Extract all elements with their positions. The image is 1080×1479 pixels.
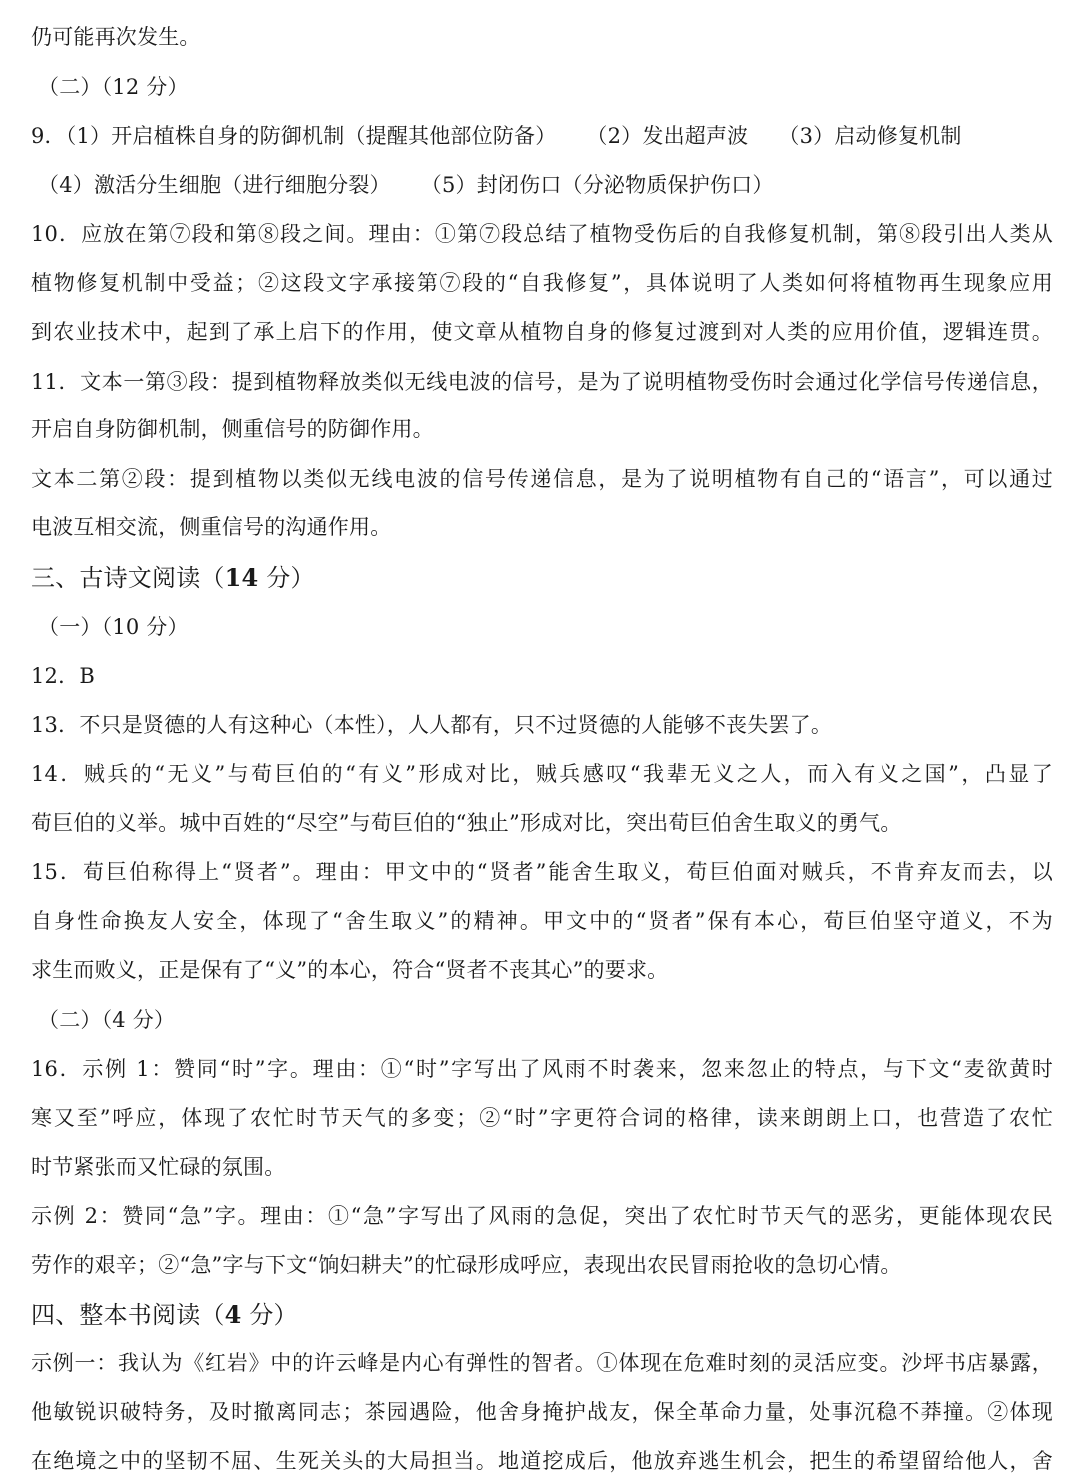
answer-9-line-1: [31, 121, 962, 151]
answer-16-line-3: 时节紧张而又忙碌的氛围。: [31, 1155, 286, 1179]
heading-4-unit: 分）: [241, 1301, 298, 1329]
answer-12: 12．B: [31, 664, 95, 688]
answer-14-line-1: 14．贼兵的“无义”与荀巨伯的“有义”形成对比，贼兵感叹“我辈无义之人，而入有义之国”，凸显了: [31, 762, 1053, 786]
answer-9-part-3: （3）启动修复机制: [778, 124, 962, 148]
section-heading-3: [31, 561, 315, 595]
answer-10-line-3: 到农业技术中，起到了承上启下的作用，使文章从植物自身的修复过渡到对人类的应用价值，逻辑连贯。: [31, 320, 1053, 344]
answer-13: 13．不只是贤德的人有这种心（本性），人人都有，只不过贤德的人能够不丧失罢了。: [31, 713, 833, 737]
answer-9-part-4: （4）激活分生细胞（进行细胞分裂）: [38, 173, 391, 197]
answer-16-line-5: 劳作的艰辛；②“急”字与下文“饷妇耕夫”的忙碌形成呼应，表现出农民冒雨抢收的急切心情。: [31, 1253, 902, 1277]
answer-10-line-2: 植物修复机制中受益；②这段文字承接第⑦段的“自我修复”，具体说明了人类如何将植物再生现象应用: [31, 271, 1053, 295]
book-example-line-1: 示例一：我认为《红岩》中的许云峰是内心有弹性的智者。①体现在危难时刻的灵活应变。沙坪书店暴露，: [31, 1351, 1053, 1375]
answer-9-part-5: （5）封闭伤口（分泌物质保护伤口）: [420, 173, 774, 197]
heading-3-text: 三、古诗文阅读（: [31, 564, 225, 592]
answer-15-line-1: 15．荀巨伯称得上“贤者”。理由：甲文中的“贤者”能舍生取义，荀巨伯面对贼兵，不肯弃友而去，以: [31, 860, 1053, 884]
heading-3-score: 14: [224, 563, 259, 592]
answer-11-line-2: 开启自身防御机制，侧重信号的防御作用。: [31, 417, 434, 441]
answer-9-part-2: （2）发出超声波: [586, 124, 749, 148]
book-example-line-2: 他敏锐识破特务，及时撤离同志；茶园遇险，他舍身掩护战友，保全革命力量，处事沉稳不莽撞。②体现: [31, 1400, 1053, 1424]
answer-16-line-1: 16．示例 1：赞同“时”字。理由：①“时”字写出了风雨不时袭来，忽来忽止的特点，与下文“麦欲黄时: [31, 1057, 1053, 1081]
section-subheading: （二）（4 分）: [38, 1008, 176, 1032]
answer-9-line-2: [38, 170, 774, 200]
heading-4-score: 4: [224, 1300, 242, 1329]
section-heading-4: [31, 1298, 298, 1332]
heading-3-unit: 分）: [258, 564, 315, 592]
answer-11-line-1: 11．文本一第③段：提到植物释放类似无线电波的信号，是为了说明植物受伤时会通过化学信号传递信息，: [31, 370, 1053, 394]
book-example-line-3: 在绝境之中的坚韧不屈、生死关头的大局担当。地道挖成后，他放弃逃生机会，把生的希望留给他人，舍: [31, 1449, 1053, 1473]
answer-14-line-2: 荀巨伯的义举。城中百姓的“尽空”与荀巨伯的“独止”形成对比，突出荀巨伯舍生取义的勇气。: [31, 811, 902, 835]
section-subheading: （一）（10 分）: [38, 615, 189, 639]
answer-9-part-1: 9．（1）开启植株自身的防御机制（提醒其他部位防备）: [31, 124, 557, 148]
answer-10-line-1: 10．应放在第⑦段和第⑧段之间。理由：①第⑦段总结了植物受伤后的自我修复机制，第⑧段引出人类从: [31, 222, 1053, 246]
heading-4-text: 四、整本书阅读（: [31, 1301, 225, 1329]
answer-11-line-3: 文本二第②段：提到植物以类似无线电波的信号传递信息，是为了说明植物有自己的“语言”，可以通过: [31, 467, 1053, 491]
answer-16-line-2: 寒又至”呼应，体现了农忙时节天气的多变；②“时”字更符合词的格律，读来朗朗上口，也营造了农忙: [31, 1106, 1053, 1130]
answer-11-line-4: 电波互相交流，侧重信号的沟通作用。: [31, 515, 392, 539]
answer-15-line-3: 求生而败义，正是保有了“义”的本心，符合“贤者不丧其心”的要求。: [31, 958, 669, 982]
text-line: 仍可能再次发生。: [31, 25, 201, 49]
answer-16-line-4: 示例 2：赞同“急”字。理由：①“急”字写出了风雨的急促，突出了农忙时节天气的恶劣，更能体现农民: [31, 1204, 1053, 1228]
answer-15-line-2: 自身性命换友人安全，体现了“舍生取义”的精神。甲文中的“贤者”保有本心，荀巨伯坚守道义，不为: [31, 909, 1053, 933]
section-subheading: （二）（12 分）: [38, 75, 189, 99]
